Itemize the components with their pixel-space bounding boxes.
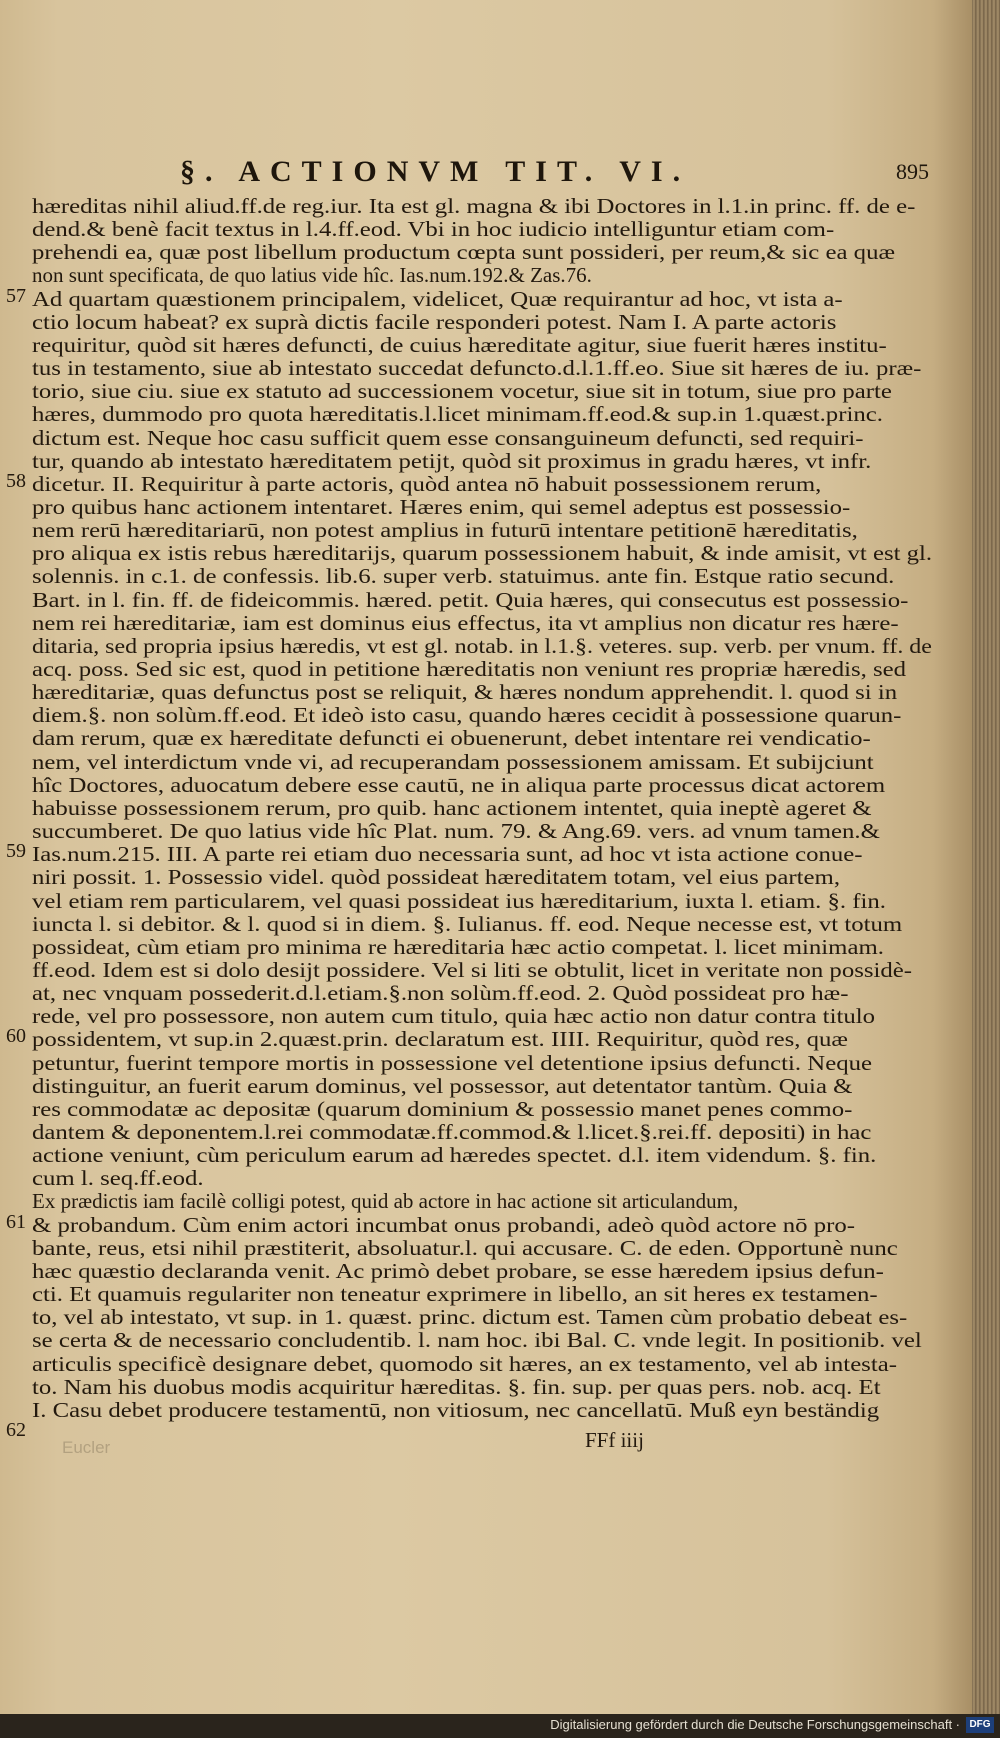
text-line-content: nem rerū hæreditariarū, non potest amplius in futurū intentare petitionē hæreditatis, <box>32 518 858 543</box>
text-line-content: & probandum. Cùm enim actori incumbat onus probandi, adeò quòd actore nō pro- <box>32 1212 856 1237</box>
text-line-content: actione veniunt, cùm periculum earum ad hæredes spectet. d.l. item videndum. §. fin. <box>32 1143 877 1168</box>
text-line-content: torio, siue ciu. siue ex statuto ad successionem vocetur, siue sit in totum, siue pro parte <box>32 379 892 404</box>
margin-number: 58 <box>6 469 26 492</box>
text-line-content: vel etiam rem particularem, vel quasi possideat ius hæreditarium, iuxta l. etiam. §. fin. <box>32 888 887 913</box>
running-header <box>0 155 972 195</box>
section-title: §. ACTIONVM TIT. VI. <box>180 155 691 188</box>
text-line-content: dictum est. Neque hoc casu sufficit quem esse consanguineum defuncti, sed requiri- <box>32 425 864 450</box>
text-line-content: pro quibus hanc actionem intentaret. Hæres enim, qui semel adeptus est possessio- <box>32 494 851 519</box>
text-line-content: possidentem, vt sup.in 2.quæst.prin. declaratum est. IIII. Requiritur, quòd res, quæ <box>32 1027 848 1052</box>
margin-number: 62 <box>6 1418 26 1441</box>
text-line-content: res commodatæ ac depositæ (quarum dominium & possessio manet penes commo- <box>32 1096 853 1121</box>
footer-credit: Digitalisierung gefördert durch die Deutsche Forschungsgemeinschaft · <box>550 1717 960 1732</box>
dfg-logo: DFG <box>966 1717 994 1733</box>
text-line-content: articulis specificè designare debet, quomodo sit hæres, an ex testamento, vel ab intesta- <box>32 1351 897 1376</box>
text-line-content: acq. poss. Sed sic est, quod in petitione hæreditatis non veniunt res propriæ hæredis, sed <box>32 657 907 681</box>
text-line-content: solennis. in c.1. de confessis. lib.6. super verb. statuimus. ante fin. Estque ratio secund. <box>32 564 895 589</box>
text-line-content: to, vel ab intestato, vt sup. in 1. quæst. princ. dictum est. Tamen cùm probatio debeat es- <box>32 1305 908 1330</box>
text-line-content: hæc quæstio declaranda venit. Ac primò debet probare, se esse hæredem ipsius defun- <box>32 1258 884 1283</box>
text-line-content: cum l. seq.ff.eod. <box>32 1166 204 1191</box>
text-line-content: dend.& benè facit textus in l.4.ff.eod. Vbi in hoc iudicio intelliguntur etiam com- <box>32 217 835 242</box>
text-line-content: Ad quartam quæstionem principalem, videlicet, Quæ requirantur ad hoc, vt ista a- <box>32 286 843 311</box>
text-line-content: succumberet. De quo latius vide hîc Plat. num. 79. & Ang.69. vers. ad vnum tamen.& <box>32 819 880 844</box>
text-line-content: nem, vel interdictum vnde vi, ad recuperandam possessionem amissam. Et subijciunt <box>32 749 874 774</box>
text-line-content: dicetur. II. Requiritur à parte actoris, quòd antea nō habuit possessionem rerum, <box>32 471 822 496</box>
text-line-content: hîc Doctores, aduocatum debere esse cautū, ne in aliqua parte processus dicat actorem <box>32 772 886 797</box>
margin-number: 61 <box>6 1210 26 1233</box>
text-line-content: rede, vel pro possessore, non autem cum titulo, quia hæc actio non datur contra titulo <box>32 1004 876 1029</box>
text-line-content: niri possit. 1. Possessio videl. quòd possideat hæreditatem totam, vel eius partem, <box>32 865 841 890</box>
text-line-content: hæreditariæ, quas defunctus post se reliquit, & hæres nondum apprehendit. l. quod si in <box>32 680 898 705</box>
text-line-content: tur, quando ab intestato hæreditatem petijt, quòd sit proximus in gradu hæres, vt infr. <box>32 448 872 473</box>
text-line-content: ctio locum habeat? ex suprà dictis facile responderi potest. Nam I. A parte actoris <box>32 309 837 334</box>
text-line-content: cti. Et quamuis regulariter non teneatur exprimere in libello, an sit heres ex testamen- <box>32 1282 878 1307</box>
text-line-content: hæreditas nihil aliud.ff.de reg.iur. Ita est gl. magna & ibi Doctores in l.1.in princ. ff. de e- <box>32 194 916 218</box>
text-line-content: ditaria, sed propria ipsius hæredis, vt est gl. notab. in l.1.§. veteres. sup. verb. per vnum. ff. de <box>32 633 932 658</box>
digitization-footer <box>0 1714 1000 1738</box>
text-line-content: prehendi ea, quæ post libellum productum cœpta sunt possideri, per reum,& sic ea quæ <box>32 240 896 265</box>
text-line-content: habuisse possessionem rerum, pro quib. hanc actionem intentet, quia ineptè ageret & <box>32 795 872 820</box>
text-line-content: dantem & deponentem.l.rei commodatæ.ff.commod.& l.licet.§.rei.ff. depositi) in hac <box>32 1120 872 1144</box>
page-edge <box>972 0 1000 1738</box>
text-line-content: bante, reus, etsi nihil præstiterit, absoluatur.l. qui accusare. C. de eden. Opportunè nunc <box>32 1235 898 1260</box>
text-line <box>32 1396 880 1424</box>
text-line-content: Bart. in l. fin. ff. de fideicommis. hæred. petit. Quia hæres, qui consecutus est possessio- <box>32 587 909 612</box>
text-line-content: Ex prædictis iam facilè colligi potest, quid ab actore in hac actione sit articulandum, <box>32 1189 739 1214</box>
text-line-content: tus in testamento, siue ab intestato succedat defuncto.d.l.1.ff.eo. Siue sit hæres de iu. præ- <box>32 356 922 381</box>
page-number: 895 <box>896 159 929 184</box>
signature-mark: FFf iiij <box>585 1428 644 1452</box>
text-line-content: at, nec vnquam possederit.d.l.etiam.§.non solùm.ff.eod. 2. Quòd possideat pro hæ- <box>32 981 849 1006</box>
text-line-content: ff.eod. Idem est si dolo desijt possidere. Vel si liti se obtulit, licet in veritate non possidè- <box>32 957 913 982</box>
text-line-content: to. Nam his duobus modis acquiritur hæreditas. §. fin. sup. per quas pers. nob. acq. Et <box>32 1374 881 1399</box>
text-line-content: dam rerum, quæ ex hæreditate defuncti ei obuenerunt, debet intentare rei vendicatio- <box>32 726 871 751</box>
faint-stamp: Eucler <box>62 1438 111 1457</box>
text-line-content: possideat, cùm etiam pro minima re hæreditaria hæc actio competat. l. licet minimam. <box>32 934 884 959</box>
text-line-content: pro aliqua ex istis rebus hæreditarijs, quarum possessionem habuit, & inde amisit, vt est gl. <box>32 541 933 566</box>
text-line-content: iuncta l. si debitor. & l. quod si in diem. §. Iulianus. ff. eod. Neque necesse est, vt totum <box>32 911 903 936</box>
text-line-content: I. Casu debet producere testamentū, non vitiosum, nec cancellatū. Muß eyn beständig <box>32 1397 880 1422</box>
text-line-content: diem.§. non solùm.ff.eod. Et ideò isto casu, quando hæres cecidit à possessione quarun- <box>32 703 902 728</box>
text-line-content: se certa & de necessario concludentib. l. nam hoc. ibi Bal. C. vnde legit. In positionib. vel <box>32 1328 922 1353</box>
text-line-content: petuntur, fuerint tempore mortis in possessione vel detentione ipsius defuncti. Neque <box>32 1050 872 1075</box>
margin-number: 57 <box>6 284 26 307</box>
text-line-content: non sunt specificata, de quo latius vide hîc. Ias.num.192.& Zas.76. <box>32 263 592 288</box>
text-line-content: nem rei hæreditariæ, iam est dominus eius effectus, ita vt amplius non dicatur res hære- <box>32 610 899 635</box>
text-line-content: requiritur, quòd sit hæres defuncti, de cuius hæreditate agitur, siue fuerit hæres institu- <box>32 332 887 357</box>
text-line-content: Ias.num.215. III. A parte rei etiam duo necessaria sunt, ad hoc vt ista actione conue- <box>32 842 863 867</box>
text-line-content: distinguitur, an fuerit earum dominus, vel possessor, aut detentator tantùm. Quia & <box>32 1073 853 1098</box>
margin-number: 60 <box>6 1025 26 1048</box>
text-line-content: hæres, dummodo pro quota hæreditatis.l.licet minimam.ff.eod.& sup.in 1.quæst.princ. <box>32 402 883 427</box>
margin-number: 59 <box>6 840 26 863</box>
